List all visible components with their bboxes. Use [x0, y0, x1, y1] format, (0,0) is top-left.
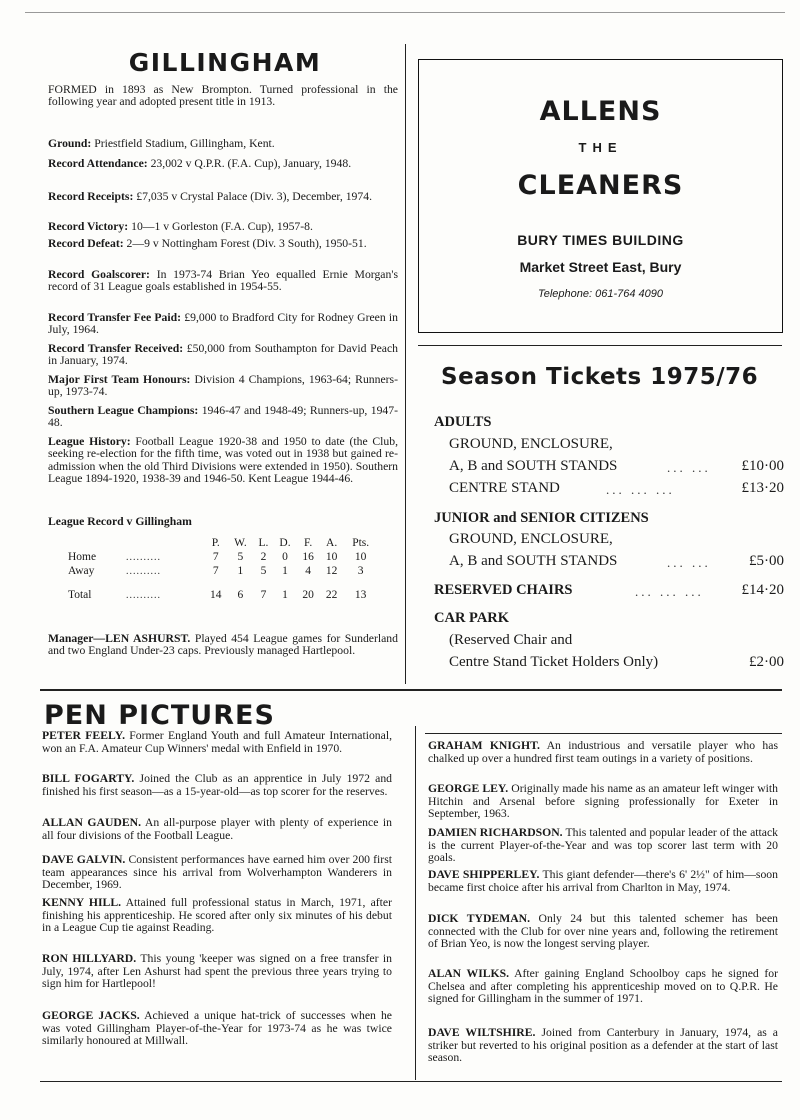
pen-right-2 [428, 827, 778, 865]
player-name: GRAHAM KNIGHT. [428, 739, 540, 752]
cell: 10 [354, 551, 367, 563]
col-header: W. [234, 537, 247, 549]
player-name: ALAN WILKS. [428, 967, 510, 980]
record-fee-received [48, 343, 398, 368]
pen-right-1 [428, 783, 778, 821]
player-name: ALLAN GAUDEN. [42, 816, 141, 829]
record-label: Record Attendance: [48, 157, 148, 170]
record-text: In 1973-74 Brian Yeo equalled Ernie Morgan's record of 31 League goals established in 1954-55. [48, 268, 398, 294]
allens-advert [418, 59, 783, 333]
record-receipts [48, 191, 398, 203]
record-honours [48, 374, 398, 399]
record-label: Record Transfer Fee Paid: [48, 311, 182, 324]
manager-label: Manager—LEN ASHURST. [48, 632, 191, 645]
adults-line1: GROUND, ENCLOSURE, [449, 436, 613, 452]
pen-left-6 [42, 1010, 392, 1048]
adults-price: £10·00 [741, 458, 784, 474]
record-label: League History: [48, 435, 131, 448]
col-header: L. [258, 537, 269, 549]
player-text: An industrious and versatile player who has chalked up over a hundred first team outings in a variety of positions. [428, 739, 778, 765]
record-attendance [48, 158, 398, 170]
player-name: DAVE GALVIN. [42, 853, 126, 866]
cell: 5 [237, 551, 244, 563]
record-text: Division 4 Champions, 1963-64; Runners-up, 1973-74. [48, 373, 398, 399]
carpark-line1: (Reserved Chair and [449, 632, 573, 648]
table-row [68, 564, 378, 578]
record-label: Record Transfer Received: [48, 342, 184, 355]
carpark-heading: CAR PARK [434, 610, 510, 626]
player-name: DAVE WILTSHIRE. [428, 1026, 536, 1039]
junior-heading: JUNIOR and SENIOR CITIZENS [434, 510, 649, 526]
player-text: Originally made his name as an amateur left winger with Hitchin and Arsenal before signing professionally for Exeter in September, 1963. [428, 782, 779, 821]
record-ground [48, 138, 398, 150]
pen-left-3 [42, 854, 392, 892]
player-text: Joined the Club as an apprentice in July 1972 and finished his first season—as a 15-year-old—as top scorer for the reserves. [42, 772, 393, 798]
player-name: DAVE SHIPPERLEY. [428, 868, 540, 881]
formed-paragraph: FORMED in 1893 as New Brompton. Turned professional in the following year and adopted present title in 1913. [48, 83, 398, 109]
col-header: D. [279, 537, 291, 549]
season-divider [418, 345, 782, 346]
col-header: A. [326, 537, 338, 549]
record-label: Major First Team Honours: [48, 373, 191, 386]
record-text: £50,000 from Southampton for David Peach in January, 1974. [48, 342, 399, 368]
cell: 7 [212, 551, 219, 563]
player-text: Consistent performances have earned him over 200 first team appearances since his arrival from Wolverhampton Wanderers in December, 1969. [42, 853, 392, 892]
pen-left-0 [42, 730, 392, 755]
player-text: This talented and popular leader of the attack is the current Player-of-the-Year and was top scorer last term with 20 goals. [428, 826, 778, 865]
dot-leader: ... ... ... [635, 584, 704, 599]
player-text: After gaining England Schoolboy caps he signed for Chelsea and after completing his apprenticeship moved on to Q.P.R. He signed for Gillingham in the summer of 1971. [428, 967, 779, 1006]
record-label: Ground: [48, 137, 92, 150]
record-fee-paid [48, 312, 398, 337]
record-label: Southern League Champions: [48, 404, 199, 417]
pen-right-4 [428, 913, 778, 951]
record-defeat [48, 238, 398, 250]
pen-pictures-title: PEN PICTURES [44, 700, 275, 731]
pen-right-3 [428, 869, 778, 894]
record-text: £9,000 to Bradford City for Rodney Green in July, 1964. [48, 311, 399, 337]
vertical-divider-bottom [415, 726, 416, 1080]
table-header-row [68, 536, 378, 550]
pen-left-2 [42, 817, 392, 842]
record-text: 2—9 v Nottingham Forest (Div. 3 South), 1950-51. [126, 237, 367, 250]
col-header: Pts. [352, 537, 370, 549]
cell: 1 [237, 565, 244, 577]
reserved-heading: RESERVED CHAIRS [434, 582, 573, 598]
advert-name: ALLENS [539, 96, 662, 127]
season-tickets-title: Season Tickets 1975/76 [441, 364, 759, 390]
reserved-price: £14·20 [741, 582, 784, 598]
pen-right-0 [428, 740, 778, 765]
player-text: Former England Youth and full Amateur International, won an F.A. Amateur Cup Winners' medal with Enfield in 1970. [42, 729, 392, 755]
record-text: £7,035 v Crystal Palace (Div. 3), December, 1974. [136, 190, 372, 203]
cell: 1 [282, 565, 288, 577]
advert-the: THE [578, 140, 623, 155]
carpark-price: £2·00 [749, 654, 784, 670]
club-title: GILLINGHAM [128, 48, 322, 77]
player-name: KENNY HILL. [42, 896, 122, 909]
player-text: Achieved a unique hat-trick of successes when he was voted Gillingham Player-of-the-Year for 1973-74 as he was twice similarly honoured at Millwall. [42, 1009, 392, 1048]
cell: 20 [302, 589, 314, 601]
pen-right-6 [428, 1027, 778, 1065]
col-header: P. [211, 537, 220, 549]
dot-leader: ... ... ... [606, 482, 675, 497]
cell: 0 [282, 551, 288, 563]
player-name: RON HILLYARD. [42, 952, 137, 965]
record-victory [48, 221, 398, 233]
cell: 6 [237, 589, 244, 601]
cell: 12 [325, 565, 338, 577]
junior-line1: GROUND, ENCLOSURE, [449, 531, 613, 547]
advert-cleaners: CLEANERS [517, 170, 684, 201]
table-row [68, 550, 378, 564]
record-label: Record Victory: [48, 220, 129, 233]
cell: 10 [325, 551, 338, 563]
player-name: GEORGE LEY. [428, 782, 509, 795]
top-rule [25, 12, 785, 13]
centre-stand-price: £13·20 [741, 480, 784, 496]
manager-paragraph [48, 633, 398, 658]
player-name: BILL FOGARTY. [42, 772, 135, 785]
pen-left-4 [42, 897, 392, 935]
junior-line2: A, B and SOUTH STANDS [449, 553, 618, 569]
record-goalscorer [48, 269, 398, 294]
dot-leader: ... ... [667, 555, 711, 570]
advert-building: BURY TIMES BUILDING [517, 232, 684, 248]
player-text: An all-purpose player with plenty of experience in all four divisions of the Football League. [42, 816, 392, 842]
bottom-rule [40, 1081, 782, 1082]
row-label: Total [68, 589, 92, 601]
record-text: 23,002 v Q.P.R. (F.A. Cup), January, 1948. [150, 157, 352, 170]
player-text: This young 'keeper was signed on a free transfer in July, 1974, after Len Ashurst had spent the previous three years trying to sign him for Hartlepool! [42, 952, 392, 991]
row-label: Home [68, 551, 97, 563]
record-text: Football League 1920-38 and 1950 to date (the Club, seeking re-election for the fifth time, was voted out in 1938 but gained re-admission when the old Third Divisions were extended in 1950). Southern League 1894-1920, 1938-39 and 1946-50. Kent League 1944-46. [48, 435, 399, 486]
vertical-divider-top [405, 44, 406, 684]
adults-line2: A, B and SOUTH STANDS [449, 458, 618, 474]
dot-leader: .......... [126, 589, 161, 601]
table-row [68, 588, 378, 602]
cell: 5 [260, 565, 267, 577]
junior-price: £5·00 [749, 553, 784, 569]
record-text: Priestfield Stadium, Gillingham, Kent. [94, 137, 275, 150]
record-label: Record Defeat: [48, 237, 124, 250]
pen-right-5 [428, 968, 778, 1006]
dot-leader: ... ... [667, 460, 711, 475]
cell: 13 [354, 589, 367, 601]
carpark-line2: Centre Stand Ticket Holders Only) [449, 654, 659, 670]
player-name: DICK TYDEMAN. [428, 912, 531, 925]
cell: 3 [357, 565, 364, 577]
record-text: 10—1 v Gorleston (F.A. Cup), 1957-8. [131, 220, 313, 233]
player-name: PETER FEELY. [42, 729, 125, 742]
record-southern [48, 405, 398, 430]
cell: 7 [260, 589, 267, 601]
advert-street: Market Street East, Bury [519, 259, 682, 275]
player-text: Joined from Canterbury in January, 1974, as a striker but reverted to his original position as a defender at the start of last season. [428, 1026, 778, 1065]
record-history [48, 436, 398, 486]
cell: 22 [325, 589, 338, 601]
record-label: Record Receipts: [48, 190, 134, 203]
right-col-divider [425, 733, 782, 734]
dot-leader: .......... [126, 565, 161, 577]
cell: 14 [209, 589, 222, 601]
league-record-table [68, 536, 378, 602]
centre-stand: CENTRE STAND [449, 480, 560, 496]
player-text: Only 24 but this talented schemer has been connected with the Club for over nine years and, following the retirement of Brian Yeo, is now the longest serving player. [428, 912, 778, 951]
player-text: This giant defender—there's 6' 2½" of him—soon became first choice after his arrival from Charlton in May, 1974. [428, 868, 778, 894]
cell: 16 [302, 551, 314, 563]
row-label: Away [68, 565, 95, 577]
section-divider [40, 689, 782, 691]
adults-heading: ADULTS [434, 414, 492, 430]
advert-telephone: Telephone: 061-764 4090 [538, 288, 663, 300]
pen-left-5 [42, 953, 392, 991]
cell: 4 [305, 565, 312, 577]
cell: 7 [212, 565, 219, 577]
dot-leader: .......... [126, 551, 161, 563]
player-name: GEORGE JACKS. [42, 1009, 140, 1022]
pen-left-1 [42, 773, 392, 798]
record-label: Record Goalscorer: [48, 268, 150, 281]
manager-text: Played 454 League games for Sunderland and two England Under-23 caps. Previously managed Hartlepool. [48, 632, 398, 658]
cell: 2 [260, 551, 267, 563]
league-record-title: League Record v Gillingham [48, 515, 192, 528]
record-text: 1946-47 and 1948-49; Runners-up, 1947-48. [48, 404, 398, 430]
player-text: Attained full professional status in March, 1971, after finishing his apprenticeship. He scored after only six minutes of his debut in a League Cup tie against Reading. [42, 896, 392, 935]
col-header: F. [303, 537, 313, 549]
cell: 1 [282, 589, 288, 601]
player-name: DAMIEN RICHARDSON. [428, 826, 563, 839]
